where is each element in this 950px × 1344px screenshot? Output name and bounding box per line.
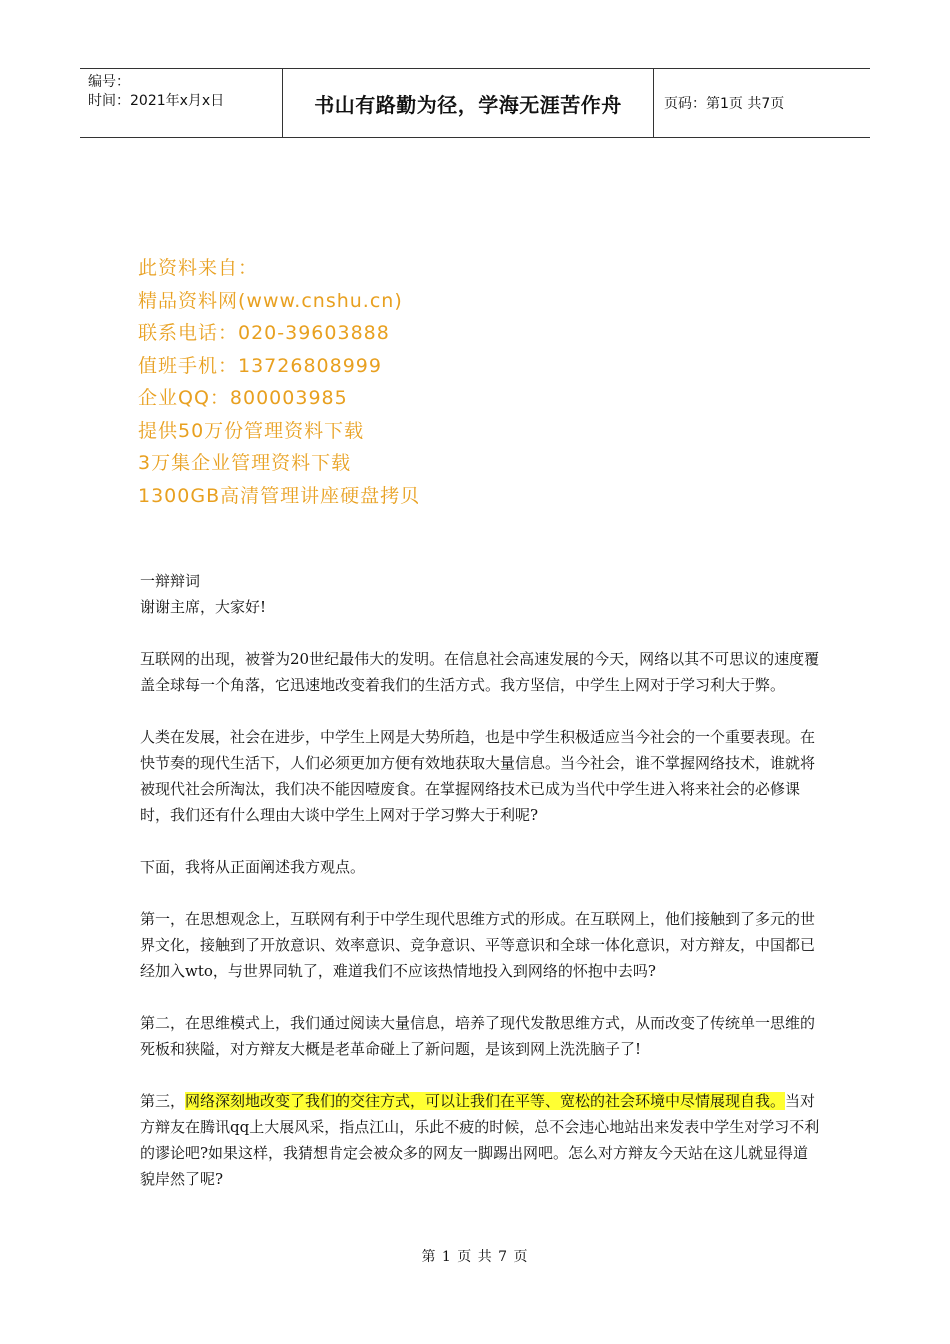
motto: 书山有路勤为径，学海无涯苦作舟 [282,69,654,137]
paragraph: 人类在发展，社会在进步，中学生上网是大势所趋，也是中学生积极适应当今社会的一个重要表现。在快节奏的现代生活下，人们必须更加方便有效地获取大量信息。当今社会，谁不掌握网络技术，谁就将被现代社会所淘汰，我们决不能因噎废食。在掌握网络技术已成为当代中学生进入将来社会的必修课时，我们还有什么理由大谈中学生上网对于学习弊大于利呢? [140,728,816,824]
para-prefix: 第三， [140,1092,186,1110]
header-table [80,68,870,138]
source-line: 联系电话：020-39603888 [138,322,390,344]
source-line: 精品资料网(www.cnshu.cn) [138,289,403,312]
header-meta [80,69,282,137]
source-line: 1300GB高清管理讲座硬盘拷贝 [138,484,421,507]
greeting: 谢谢主席，大家好! [140,598,267,616]
page-code: 页码：第1页 共7页 [664,96,785,112]
para-rest: 当对方辩友在腾讯qq上大展风采，指点江山，乐此不疲的时候，总不会违心地站出来发表中学生对学习不利的谬论吧?如果这样，我猜想肯定会被众多的网友一脚踢出网吧。怎么对方辩友今天站在这儿就显得道貌岸然了呢? [140,1092,820,1188]
paragraph: 第二，在思维模式上，我们通过阅读大量信息，培养了现代发散思维方式，从而改变了传统单一思维的死板和狭隘，对方辩友大概是老革命碰上了新问题，是该到网上洗洗脑子了! [140,1014,816,1058]
paragraph-highlighted [140,1088,820,1192]
source-line: 此资料来自： [138,257,259,279]
source-line: 值班手机：13726808999 [138,354,382,377]
document-body [140,568,820,1218]
section-title: 一辩辩词 [140,572,201,590]
paragraph: 互联网的出现，被誉为20世纪最伟大的发明。在信息社会高速发展的今天，网络以其不可思议的速度覆盖全球每一个角落，它迅速地改变着我们的生活方式。我方坚信，中学生上网对于学习利大于弊。 [140,650,820,694]
source-line: 提供50万份管理资料下载 [138,419,365,442]
paragraph: 第一，在思想观念上，互联网有利于中学生现代思维方式的形成。在互联网上，他们接触到了多元的世界文化，接触到了开放意识、效率意识、竞争意识、平等意识和全球一体化意识，对方辩友，中国都已经加入wto，与世界同轨了，难道我们不应该热情地投入到网络的怀抱中去吗? [140,910,816,980]
paragraph: 下面，我将从正面阐述我方观点。 [140,858,366,876]
source-info [138,252,420,512]
highlighted-text: 网络深刻地改变了我们的交往方式，可以让我们在平等、宽松的社会环境中尽情展现自我。 [185,1092,786,1110]
time-label: 时间：2021年x月x日 [88,93,225,109]
number-label: 编号： [88,74,130,90]
source-line: 3万集企业管理资料下载 [138,452,352,474]
page-footer: 第 1 页 共 7 页 [421,1249,529,1265]
source-line: 企业QQ：800003985 [138,387,348,409]
